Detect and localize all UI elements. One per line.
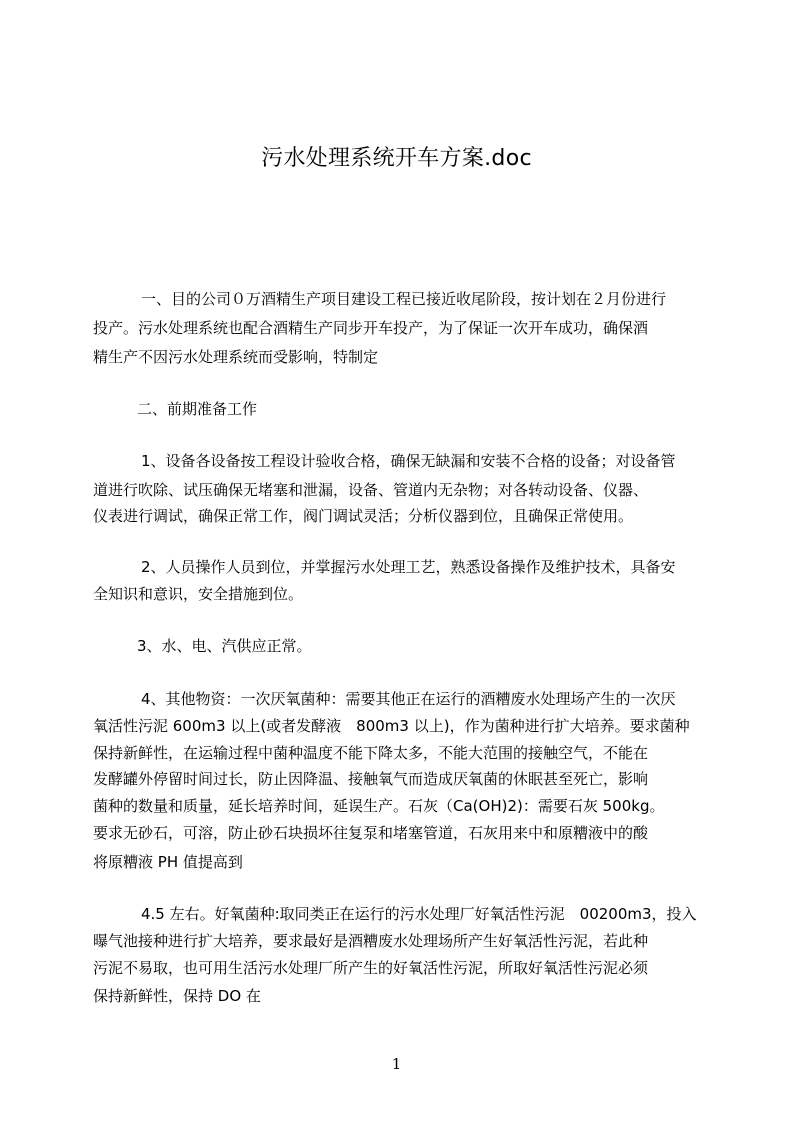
body-line: 全知识和意识，安全措施到位。 xyxy=(93,585,304,603)
body-line: 菌种的数量和质量，延长培养时间，延误生产。石灰（Ca(OH)2)：需要石灰 500kg。 xyxy=(93,797,665,815)
body-line: 仪表进行调试，确保正常工作，阀门调试灵活；分析仪器到位，且确保正常使用。 xyxy=(93,507,634,525)
body-line: 一、目的公司０万酒精生产项目建设工程已接近收尾阶段，按计划在２月份进行 xyxy=(141,290,667,308)
page-number: 1 xyxy=(391,1055,402,1073)
body-line: 污泥不易取，也可用生活污水处理厂所产生的好氧活性污泥，所取好氧活性污泥必须 xyxy=(93,959,649,977)
body-line: 4.5 左右。好氧菌种:取同类正在运行的污水处理厂好氧活性污泥 00200m3，投入 xyxy=(141,905,697,923)
document-title: 污水处理系统开车方案.doc xyxy=(261,146,532,171)
body-line: 4、其他物资：一次厌氧菌种：需要其他正在运行的酒糟废水处理场产生的一次厌 xyxy=(141,690,676,708)
body-line: 将原糟液 PH 值提高到 xyxy=(93,853,243,871)
body-line: 1、设备各设备按工程设计验收合格，确保无缺漏和安装不合格的设备；对设备管 xyxy=(141,452,676,470)
body-line: 3、水、电、汽供应正常。 xyxy=(137,637,312,655)
body-line: 发酵罐外停留时间过长，防止因降温、接触氧气而造成厌氧菌的休眠甚至死亡，影响 xyxy=(93,770,649,788)
body-line: 精生产不因污水处理系统而受影响，特制定 xyxy=(93,348,379,366)
body-line: 保持新鲜性，在运输过程中菌种温度不能下降太多，不能大范围的接触空气，不能在 xyxy=(93,744,649,762)
body-line: 2、人员操作人员到位，并掌握污水处理工艺，熟悉设备操作及维护技术，具备安 xyxy=(141,558,676,576)
body-line: 道进行吹除、试压确保无堵塞和泄漏，设备、管道内无杂物；对各转动设备、仪器、 xyxy=(93,481,649,499)
body-line: 氧活性污泥 600m3 以上(或者发酵液 800m3 以上)，作为菌种进行扩大培养。要求菌种 xyxy=(93,717,690,735)
body-line: 投产。污水处理系统也配合酒精生产同步开车投产，为了保证一次开车成功，确保酒 xyxy=(93,319,649,337)
body-line: 要求无砂石，可溶，防止砂石块损坏往复泵和堵塞管道，石灰用来中和原糟液中的酸 xyxy=(93,824,649,842)
body-line: 保持新鲜性，保持 DO 在 xyxy=(93,987,261,1005)
body-line: 曝气池接种进行扩大培养，要求最好是酒糟废水处理场所产生好氧活性污泥，若此种 xyxy=(93,932,649,950)
section-heading: 二、前期准备工作 xyxy=(137,400,258,418)
